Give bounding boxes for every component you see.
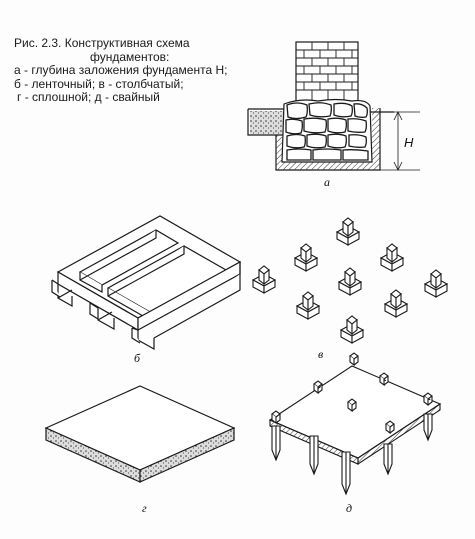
label-b: б (134, 351, 141, 365)
pile (380, 373, 388, 385)
pile (314, 381, 322, 393)
column-pad (381, 244, 403, 271)
caption-title: Рис. 2.3. Конструктивная схема (14, 36, 190, 50)
caption-item-a: а - глубина заложения фундамента Н; (14, 63, 228, 77)
diagram-g-slab (46, 386, 234, 482)
diagram-d-piles (270, 353, 440, 494)
column-pad (253, 266, 275, 293)
diagram-v-columns (253, 218, 447, 343)
pile (424, 393, 432, 405)
pile (272, 426, 280, 460)
column-pad (341, 316, 363, 343)
label-d: д (346, 501, 353, 515)
column-pad (385, 290, 407, 317)
caption-item-g-d: г - сплошной; д - свайный (17, 90, 160, 104)
column-pad (425, 270, 447, 297)
pile (424, 414, 432, 440)
column-pad (337, 218, 359, 245)
pile (272, 411, 280, 423)
pile (384, 444, 392, 474)
column-pad (339, 268, 361, 295)
column-pad (295, 244, 317, 271)
caption-item-b-v: б - ленточный; в - столбчатый; (14, 76, 184, 91)
diagram-b-strip (52, 216, 240, 349)
label-a: а (324, 175, 330, 189)
pile (310, 436, 318, 474)
pile (342, 452, 350, 494)
label-g: г (142, 501, 147, 515)
column-pad (297, 292, 319, 319)
pile (386, 421, 394, 433)
pile (348, 399, 356, 411)
diagram-a-depth (248, 42, 420, 170)
label-v: в (318, 347, 324, 361)
depth-label: H (404, 135, 414, 150)
pile (350, 353, 358, 365)
caption-subtitle: фундаментов: (90, 49, 170, 64)
